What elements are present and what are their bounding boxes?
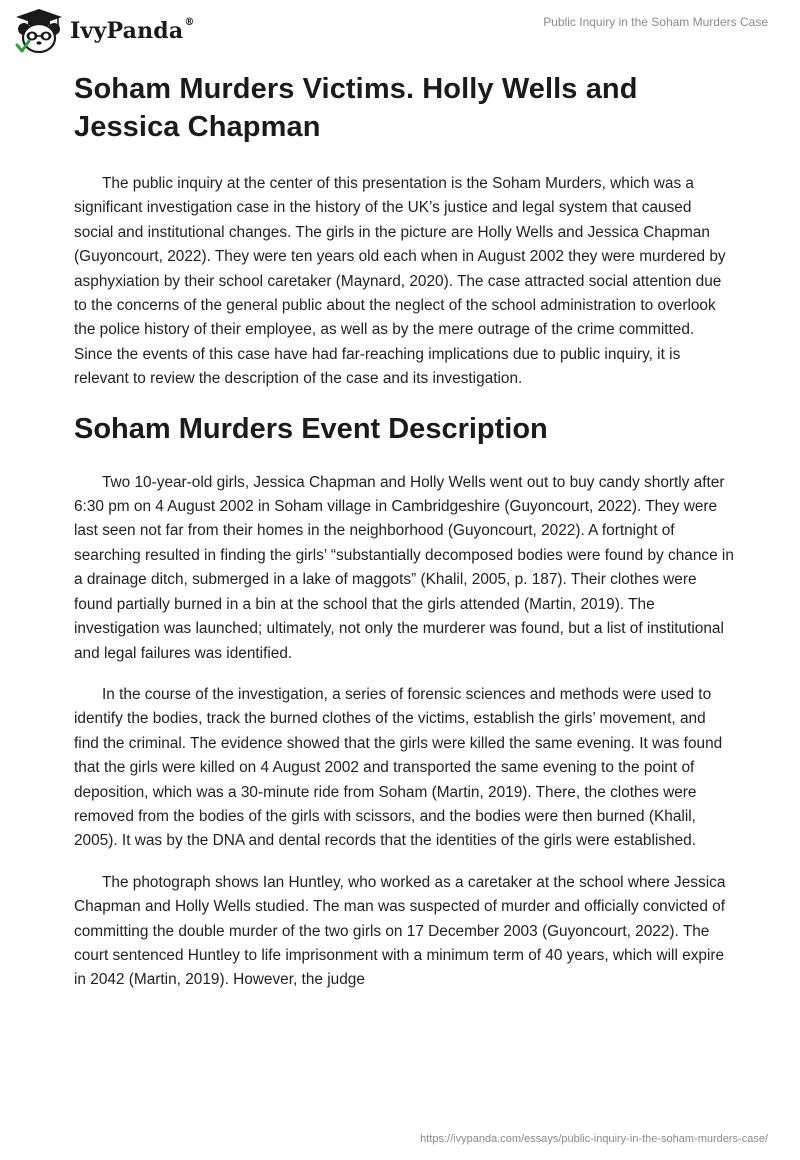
site-logo[interactable] xyxy=(14,7,195,55)
footer-url[interactable]: https://ivypanda.com/essays/public-inquiry-in-the-soham-murders-case/ xyxy=(420,1133,768,1145)
paragraph-photograph: The photograph shows Ian Huntley, who worked as a caretaker at the school where Jessica Chapman and Holly Wells studied. The man was suspected of murder and officially convicted of committing the double murder of the two girls on 17 December 2003 (Guyoncourt, 2022). The court sentenced Huntley to life imprisonment with a minimum term of 40 years, which will expire in 2042 (Martin, 2019). However, the judge xyxy=(74,873,726,989)
panda-graduation-cap-icon xyxy=(14,7,64,55)
registered-mark: ® xyxy=(184,17,195,28)
running-title: Public Inquiry in the Soham Murders Case xyxy=(543,15,768,29)
paragraph-intro: The public inquiry at the center of this presentation is the Soham Murders, which was a significant investigation case in the history of the UK’s justice and legal system that caused social and institutional changes. The girls in the picture are Holly Wells and Jessica Chapman (Guyoncourt, 2022). They were ten years old each when in August 2002 they were murdered by asphyxiation by their school caretaker (Maynard, 2020). The case attracted social attention due to the concerns of the general public about the neglect of the school administration to overlook the police history of their employee, as well as by the mere outrage of the crime committed. Since the events of this case have had far-reaching implications due to public inquiry, it is relevant to review the description of the case and its investigation. xyxy=(74,175,726,388)
page-header xyxy=(0,0,800,62)
article-body xyxy=(74,70,734,993)
article-title: Soham Murders Victims. Holly Wells and Jessica Chapman xyxy=(74,73,638,143)
paragraph-event: Two 10-year-old girls, Jessica Chapman and Holly Wells went out to buy candy shortly after 6:30 pm on 4 August 2002 in Soham village in Cambridgeshire (Guyoncourt, 2022). They were last seen not far from their homes in the neighborhood (Guyoncourt, 2022). A fortnight of searching resulted in finding the girls’ “substantially decomposed bodies were found by chance in a drainage ditch, submerged in a lake of maggots” (Khalil, 2005, p. 187). Their clothes were found partially burned in a bin at the school that the girls attended (Martin, 2019). The investigation was launched; ultimately, not only the murderer was found, but a list of institutional and legal failures was identified. xyxy=(74,473,734,662)
section-heading: Soham Murders Event Description xyxy=(74,412,548,445)
logo-text: IvyPanda xyxy=(70,18,184,44)
paragraph-investigation: In the course of the investigation, a series of forensic sciences and methods were used to identify the bodies, track the burned clothes of the victims, establish the girls’ movement, and find the criminal. The evidence showed that the girls were killed the same evening. It was found that the girls were killed on 4 August 2002 and transported the same evening to the point of deposition, which was a 30-minute ride from Soham (Martin, 2019). There, the clothes were removed from the bodies of the girls with scissors, and the bodies were then burned (Khalil, 2005). It was by the DNA and dental records that the identities of the girls were established. xyxy=(74,685,723,850)
logo-wordmark xyxy=(70,17,195,44)
